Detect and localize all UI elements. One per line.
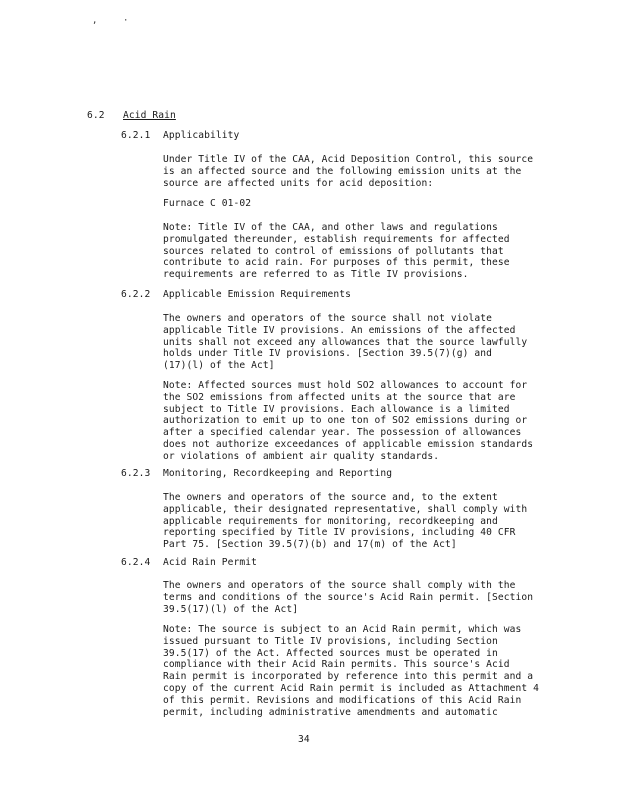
text-line: The owners and operators of the source shall not violate [163,313,493,324]
text-line: Part 75. [Section 39.5(7)(b) and 17(m) of the Act] [163,539,457,551]
paragraph [163,313,528,372]
text-line: contribute to acid rain. For purposes of this permit, these [163,257,510,269]
text-line: holds under Title IV provisions. [Section 39.5(7)(g) and [163,348,493,360]
text-line: issued pursuant to Title IV provisions, including Section [163,635,498,647]
text-line: Under Title IV of the CAA, Acid Deposition Control, this source [163,154,534,165]
text-line: 39.5(17) of the Act. Affected sources must be operated in [163,647,498,659]
subsection-title: Applicability [163,130,240,141]
text-line: Note: Affected sources must hold SO2 allowances to account for [163,380,528,391]
text-line: (17)(l) of the Act] [163,360,275,372]
subsection-number: 6.2.2 [121,289,151,300]
paragraph [163,222,523,281]
page-number: 34 [298,734,310,745]
subsection-title: Monitoring, Recordkeeping and Reporting [163,468,393,479]
section-title: Acid Rain [123,110,176,121]
text-line: units shall not exceed any allowances that the source lawfully [163,336,528,348]
text-line: the SO2 emissions from affected units at the source that are [163,391,516,403]
text-line: source are affected units for acid deposition: [163,177,434,189]
section-number: 6.2 [87,110,105,121]
text-line: promulgated thereunder, establish requirements for affected [163,233,510,245]
text-line: Rain permit is incorporated by reference into this permit and a [163,671,534,683]
text-line: 39.5(17)(l) of the Act] [163,603,299,615]
subsection-title: Acid Rain Permit [163,557,258,568]
text-line: applicable requirements for monitoring, recordkeeping and [163,515,498,527]
subsection-number: 6.2.3 [121,468,151,479]
paragraph [163,580,534,615]
text-line: does not authorize exceedances of applicable emission standards [163,438,534,450]
text-line: sources related to control of emissions of pollutants that [163,245,504,257]
text-line: compliance with their Acid Rain permits. This source's Acid [163,659,510,671]
paragraph [163,380,534,463]
subsection-title: Applicable Emission Requirements [163,289,352,300]
paragraph [163,198,523,210]
paragraph [163,624,540,718]
subsection-number: 6.2.4 [121,557,151,568]
text-line: applicable Title IV provisions. An emissions of the affected [163,324,516,336]
text-line: applicable, their designated representative, shall comply with [163,503,528,515]
scan-mark: · [123,16,129,26]
text-line: The owners and operators of the source and, to the extent [163,492,498,503]
text-line: Note: The source is subject to an Acid Rain permit, which was [163,624,522,635]
text-line: copy of the current Acid Rain permit is included as Attachment 4 [163,682,540,694]
text-line: The owners and operators of the source shall comply with the [163,580,516,591]
text-line: after a specified calendar year. The possession of allowances [163,427,522,439]
paragraph [163,154,534,189]
text-line: permit, including administrative amendments and automatic [163,706,498,718]
text-line: requirements are referred to as Title IV provisions. [163,269,469,281]
text-line: of this permit. Revisions and modifications of this Acid Rain [163,694,522,706]
text-line: subject to Title IV provisions. Each allowance is a limited [163,403,510,415]
subsection-number: 6.2.1 [121,130,151,141]
text-line: or violations of ambient air quality standards. [163,450,440,462]
text-line: is an affected source and the following emission units at the [163,165,522,177]
scan-mark: ‚ [92,16,98,26]
paragraph [163,492,528,551]
text-line: Furnace C 01-02 [163,198,252,209]
text-line: terms and conditions of the source's Acid Rain permit. [Section [163,591,534,603]
text-line: authorization to emit up to one ton of SO2 emissions during or [163,415,528,427]
text-line: reporting specified by Title IV provisions, including 40 CFR [163,527,516,539]
text-line: Note: Title IV of the CAA, and other laws and regulations [163,222,498,233]
